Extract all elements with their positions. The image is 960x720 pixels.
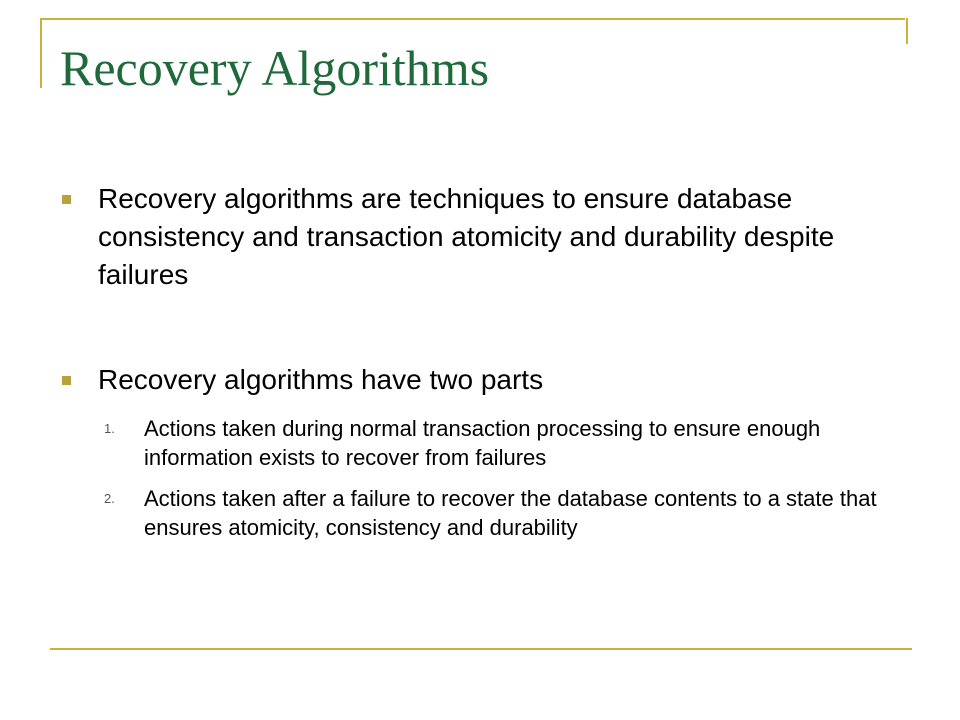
subitem-text-2: Actions taken after a failure to recover the database contents to a state that ensures atomicity, consistency and durability <box>144 486 877 540</box>
subitem-number-2: 2. <box>104 491 115 506</box>
top-rule <box>40 18 905 20</box>
bullet-marker-1 <box>62 195 71 204</box>
subitem-number-1: 1. <box>104 421 115 436</box>
bullet-marker-2 <box>62 376 71 385</box>
bottom-rule <box>50 648 912 650</box>
left-rule <box>40 18 42 88</box>
subitem-text-1: Actions taken during normal transaction processing to ensure enough information exists to recover from failures <box>144 416 821 470</box>
slide-title: Recovery Algorithms <box>60 40 490 96</box>
bullet-text-1: Recovery algorithms are techniques to ensure database consistency and transaction atomicity and durability despite failures <box>98 183 835 290</box>
top-rule-tick <box>906 18 908 44</box>
bullet-text-2: Recovery algorithms have two parts <box>98 364 544 395</box>
